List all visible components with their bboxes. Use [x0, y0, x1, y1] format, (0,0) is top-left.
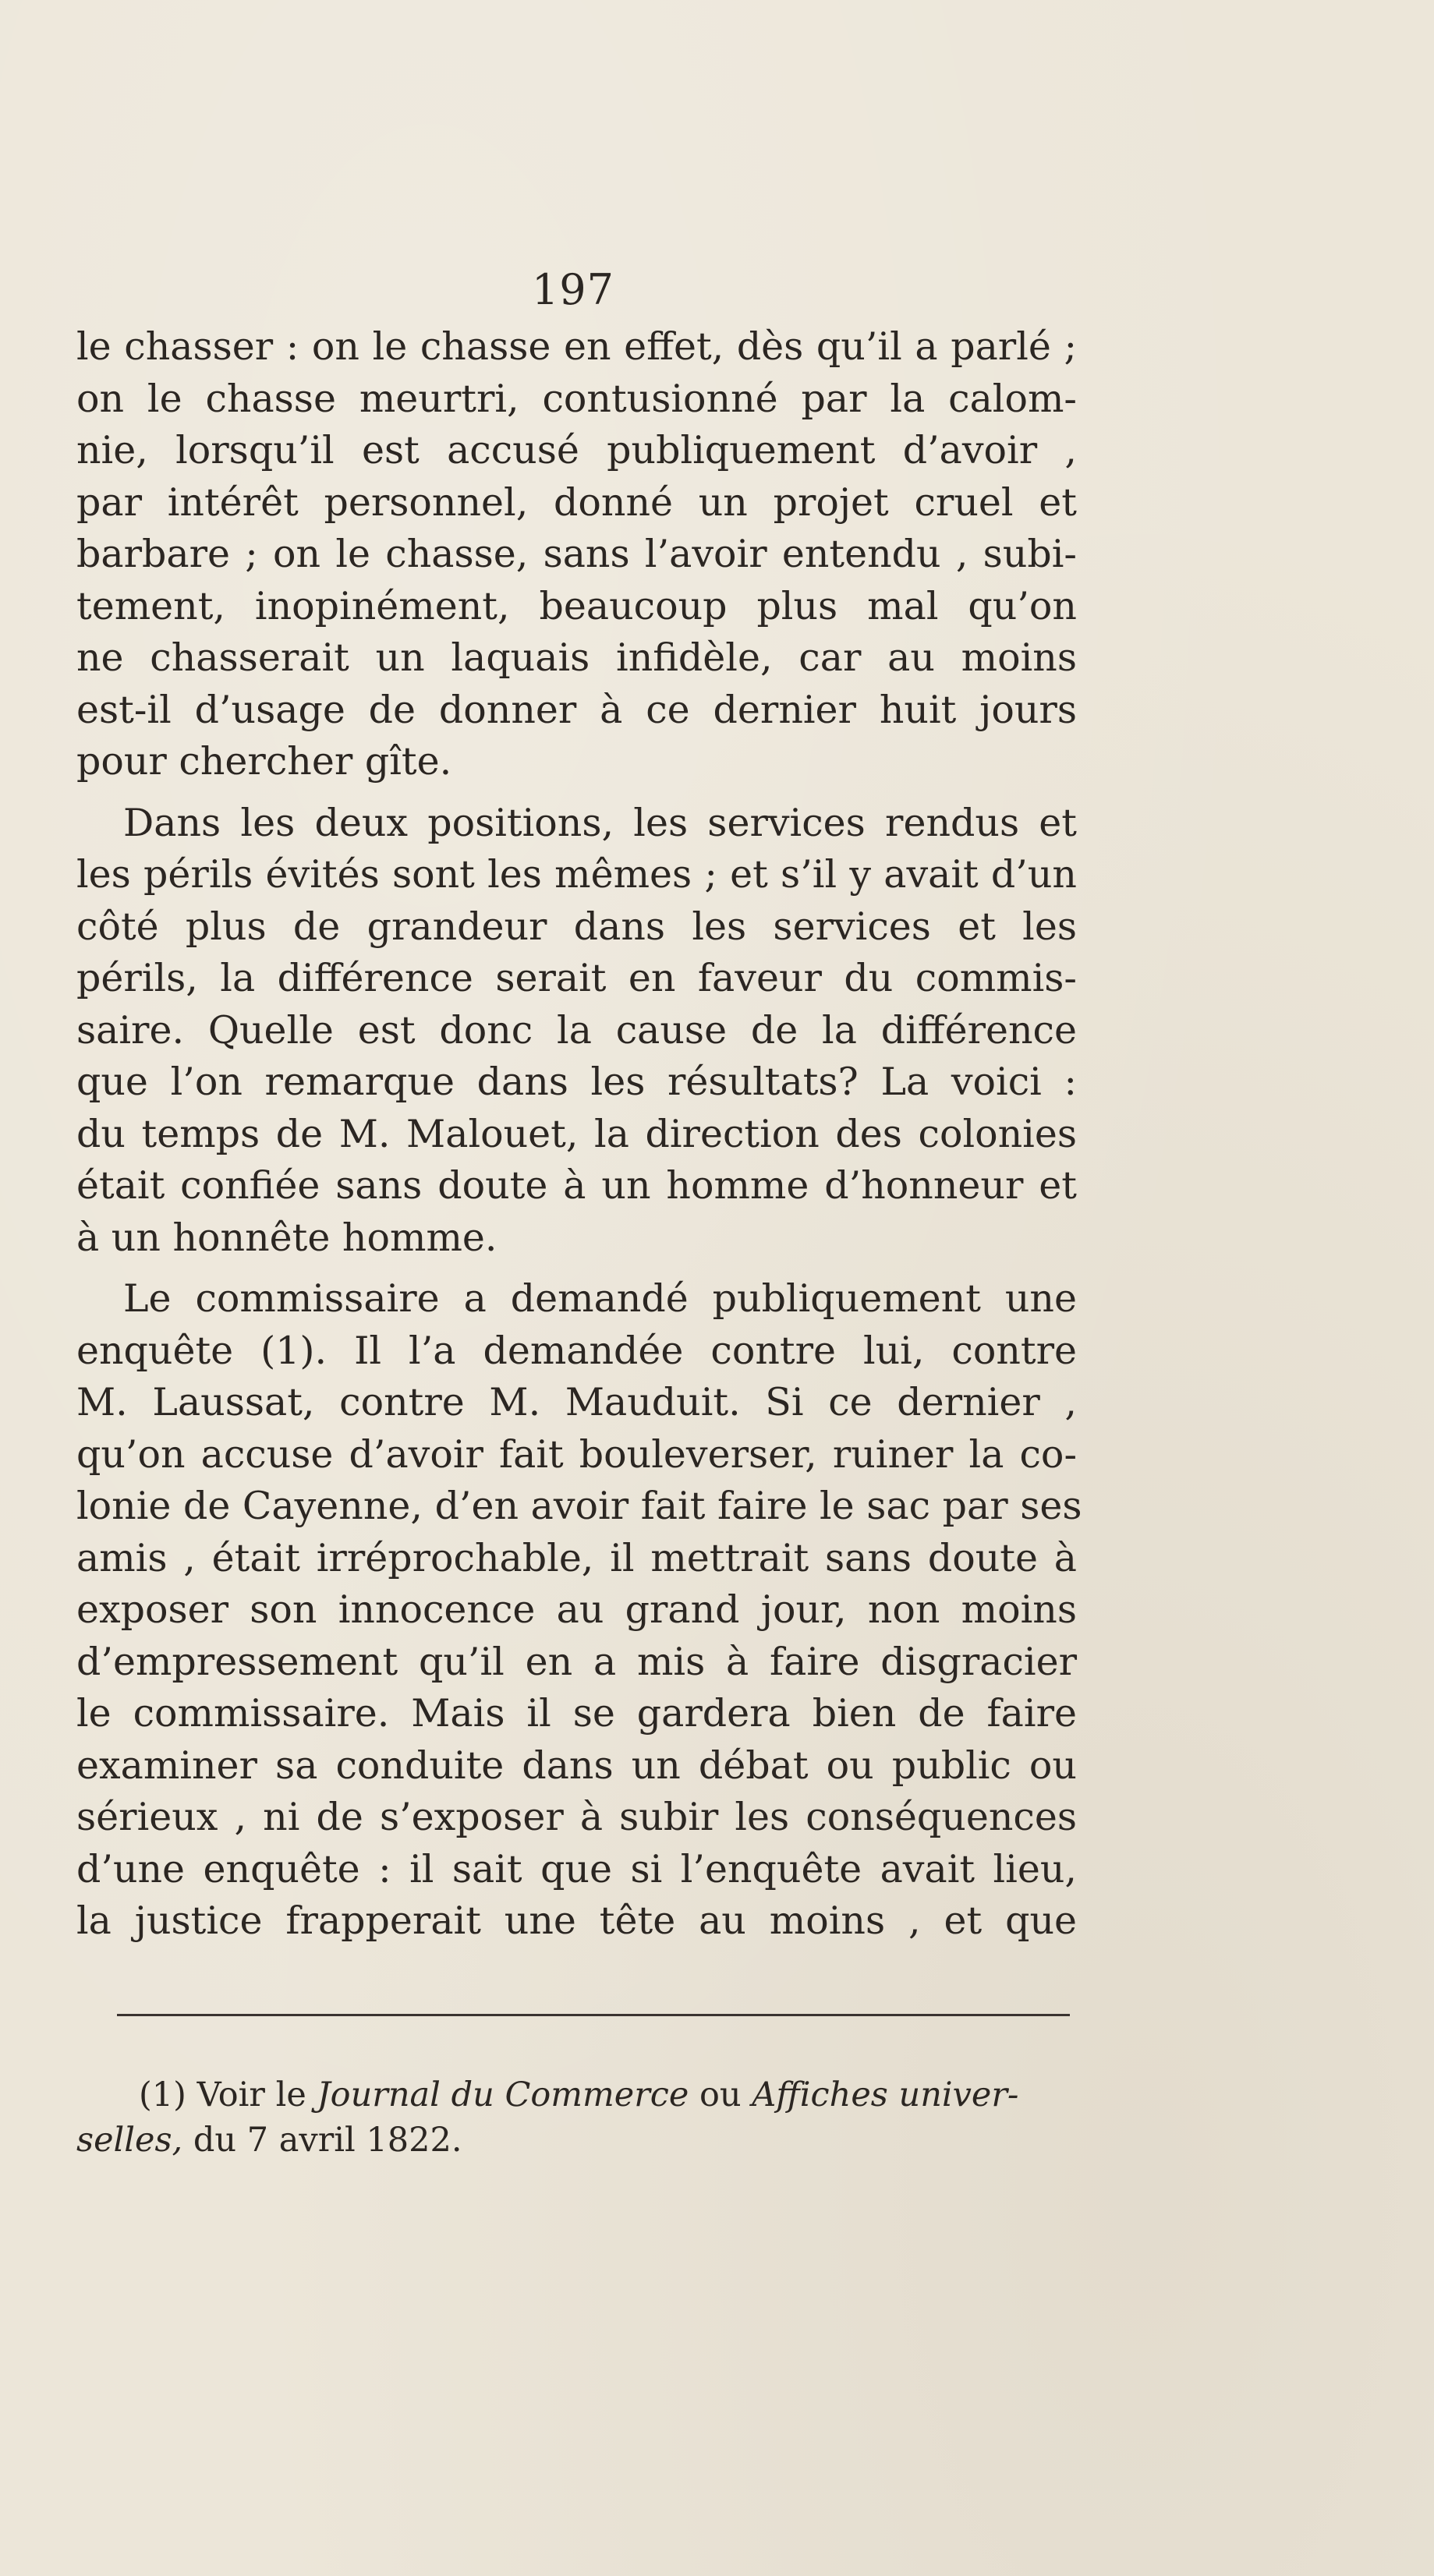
text-line: barbare ; on le chasse, sans l’avoir entendu , subi-: [76, 532, 1077, 576]
text-line: que l’on remarque dans les résultats? La voici :: [76, 1060, 1077, 1104]
text-line: Le commissaire a demandé publiquement une: [123, 1276, 1077, 1321]
text-line: d’une enquête : il sait que si l’enquête avait lieu,: [76, 1846, 1077, 1891]
text-line: est-il d’usage de donner à ce dernier huit jours: [76, 687, 1077, 732]
text-line: examiner sa conduite dans un débat ou public ou: [76, 1743, 1077, 1788]
text-line: M. Laussat, contre M. Mauduit. Si ce dernier ,: [76, 1380, 1077, 1424]
text-line: pour chercher gîte.: [76, 739, 452, 784]
text-line: tement, inopinément, beaucoup plus mal qu’on: [76, 583, 1077, 628]
text-line: la justice frapperait une tête au moins , et que: [76, 1898, 1077, 1943]
footnote-marker: (1): [139, 2075, 186, 2114]
text-line: lonie de Cayenne, d’en avoir fait faire le sac par ses: [76, 1484, 1082, 1528]
text-line: amis , était irréprochable, il mettrait sans doute à: [76, 1535, 1077, 1580]
text-line: les périls évités sont les mêmes ; et s’il y avait d’un: [76, 852, 1077, 897]
text-line: du temps de M. Malouet, la direction des colonies: [76, 1111, 1077, 1156]
footnote-date: du 7 avril 1822.: [193, 2121, 462, 2160]
affiches-title-continued: selles,: [76, 2121, 183, 2160]
body-text: [76, 321, 1082, 1948]
footnote-text: Voir le: [197, 2075, 306, 2114]
text-line: d’empressement qu’il en a mis à faire disgracier: [76, 1639, 1077, 1684]
paragraph-1: [76, 321, 1077, 788]
footnote-text: ou: [699, 2075, 742, 2114]
text-line: enquête (1). Il l’a demandée contre lui, contre: [76, 1328, 1077, 1373]
text-line: à un honnête homme.: [76, 1215, 497, 1260]
footnote-separator: [117, 2014, 1070, 2016]
text-line: exposer son innocence au grand jour, non moins: [76, 1587, 1077, 1632]
text-line: côté plus de grandeur dans les services et les: [76, 904, 1077, 949]
footnote: [76, 2072, 1090, 2163]
text-line: qu’on accuse d’avoir fait bouleverser, ruiner la co-: [76, 1431, 1077, 1477]
text-line: le commissaire. Mais il se gardera bien de faire: [76, 1691, 1077, 1736]
paragraph-3: [76, 1273, 1082, 1948]
text-line: ne chasserait un laquais infidèle, car au moins: [76, 635, 1077, 680]
text-line: nie, lorsqu’il est accusé publiquement d’avoir ,: [76, 428, 1077, 472]
paragraph-2: [76, 798, 1077, 1265]
text-line: périls, la différence serait en faveur du commis-: [76, 956, 1077, 1000]
text-line: sérieux , ni de s’exposer à subir les conséquences: [76, 1795, 1077, 1839]
text-line: le chasser : on le chasse en effet, dès qu’il a parlé ;: [76, 324, 1077, 369]
page-number: 197: [531, 265, 615, 314]
journal-title: Journal du Commerce: [317, 2075, 689, 2114]
text-line: était confiée sans doute à un homme d’honneur et: [76, 1163, 1077, 1208]
text-line: saire. Quelle est donc la cause de la différence: [76, 1007, 1077, 1053]
footnote-line: [76, 2118, 1090, 2163]
text-line: on le chasse meurtri, contusionné par la calom-: [76, 376, 1077, 421]
footnote-line: [76, 2072, 1090, 2118]
affiches-title: Affiches univer-: [752, 2075, 1019, 2114]
text-line: par intérêt personnel, donné un projet cruel et: [76, 479, 1077, 525]
text-line: Dans les deux positions, les services rendus et: [123, 800, 1077, 845]
